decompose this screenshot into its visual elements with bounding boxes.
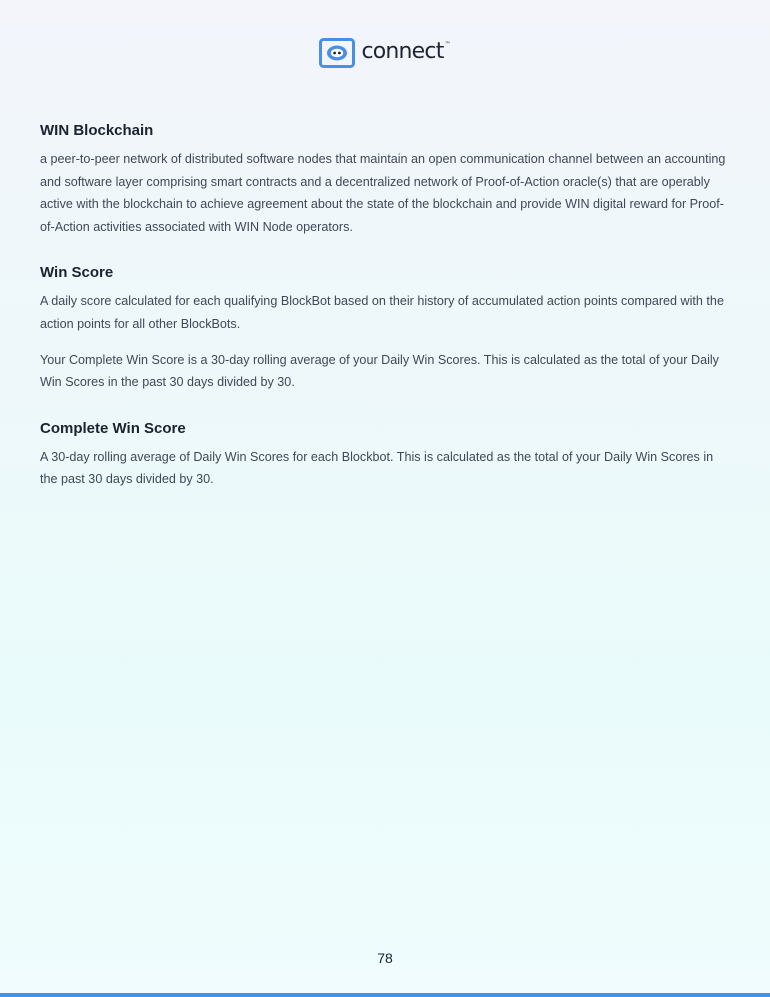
bottom-accent-bar xyxy=(0,993,770,997)
section-paragraph: A daily score calculated for each qualifying BlockBot based on their history of accumulated action points compared with the action points for all other BlockBots. xyxy=(40,294,724,331)
glossary-entry-win-blockchain xyxy=(40,121,730,238)
page-header xyxy=(0,38,770,68)
brand-logo xyxy=(319,38,450,68)
glossary-entry-win-score xyxy=(40,263,730,393)
section-title: Win Score xyxy=(40,264,114,282)
trademark-symbol: ™ xyxy=(444,40,451,48)
section-title: Complete Win Score xyxy=(40,419,186,437)
section-paragraph: a peer-to-peer network of distributed software nodes that maintain an open communication channel between an accounting and software layer comprising smart contracts and a decentralized network of Proof-of-Action oracle(s) that are operably active with the blockchain to achieve agreement about the state of the blockchain and provide WIN digital reward for Proof-of-Action activities associated with WIN Node operators. xyxy=(40,152,726,234)
section-paragraph: Your Complete Win Score is a 30-day rolling average of your Daily Win Scores. This is calculated as the total of your Daily Win Scores in the past 30 days divided by 30. xyxy=(40,352,719,390)
glossary-content xyxy=(40,121,730,516)
section-title: WIN Blockchain xyxy=(40,122,154,139)
page-number: 78 xyxy=(377,950,393,966)
connect-logo-icon xyxy=(319,38,355,68)
glossary-entry-complete-win-score xyxy=(40,419,730,491)
brand-name: connect xyxy=(361,39,444,64)
section-paragraph: A 30-day rolling average of Daily Win Scores for each Blockbot. This is calculated as the total of your Daily Win Scores in the past 30 days divided by 30. xyxy=(40,449,714,487)
